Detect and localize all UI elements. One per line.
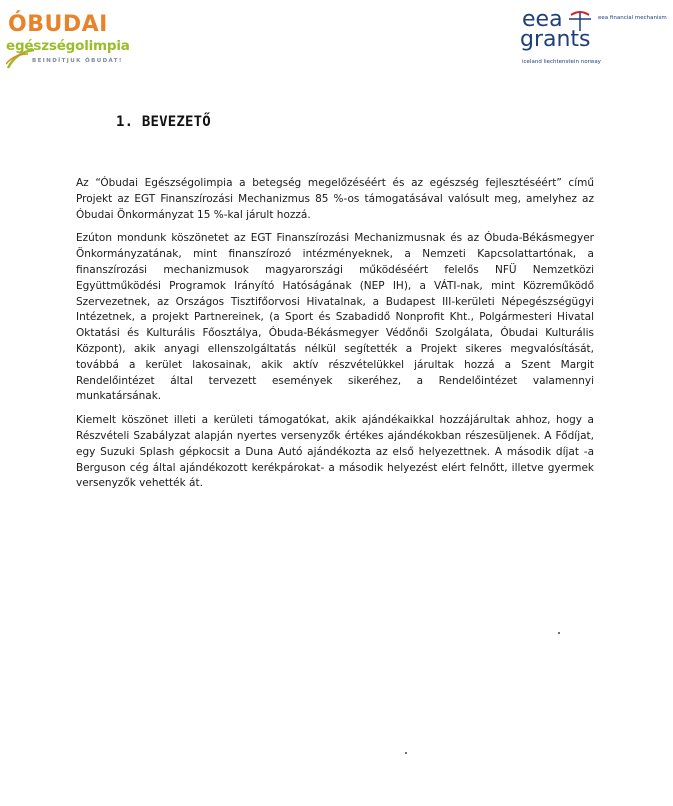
logo-slogan: BEINDÍTJUK ÓBUDÁT! [32,58,123,64]
logo-brand: ÓBUDAI [8,12,108,37]
scan-speck [558,632,560,634]
logo-mechanism: eea financial mechanism [598,15,667,21]
section-heading: 1. BEVEZETŐ [116,114,211,130]
logo-tagline: egészségolimpia [6,38,130,54]
eea-grants-logo [518,8,668,70]
logo-grants: grants [520,27,591,52]
paragraph-thanks: Ezúton mondunk köszönetet az EGT Finanszírozási Mechanizmusnak és az Óbuda-Békásmegyer Önkormányzatának, mint finanszírozó intézményeknek, a Nemzeti Kapcsolattartónak, a finanszírozási mechanizmusok magyarországi működéséért felelős NFÜ Nemzetközi Együttműködési Programok Irányító Hatóságának (NEP IH), a VÁTI-nak, mint Közreműködő Szervezetnek, az Országos Tisztifőorvosi Hivatalnak, a Budapest III-kerületi Népegészségügyi Intézetnek, a projekt Partnereinek, (a Sport és Szabadidő Nonprofit Kht., Polgármesteri Hivatal Oktatási és Kulturális Főosztálya, Óbuda-Békásmegyer Védőnői Szolgálata, Óbudai Kulturális Központ), akik anyagi ellenszolgáltatás nélkül segítették a Projekt sikeres megvalósítását, továbbá a kerület lakosainak, akik aktív részvételükkel járultak hozzá a Szent Margit Rendelőintézet által tervezett események sikeréhez, a Rendelőintézet valamennyi munkatársának. [76,232,594,403]
paragraph-intro: Az “Óbudai Egészségolimpia a betegség megelőzéséért és az egészség fejlesztéséért” című Projekt az EGT Finanszírozási Mechanizmus 85 %-os támogatásával valósult meg, amelyhez az Óbudai Önkormányzat 15 %-kal járult hozzá. [76,177,594,221]
body-text [76,176,594,500]
scan-speck [405,752,407,754]
paragraph-sponsors: Kiemelt köszönet illeti a kerületi támogatókat, akik ajándékaikkal hozzájárultak ahhoz, hogy a Részvételi Szabályzat alapján nyertes versenyzők értékes ajándékokban részesüljenek. A Fődíjat, egy Suzuki Splash gépkocsit a Duna Autó ajándékozta az első helyezettnek. A második díjat -a Berguson cég által ajándékozott kerékpárokat- a második helyezést elért felnőtt, illetve gyermek versenyzők vehették át. [76,414,594,490]
logo-countries: iceland liechtenstein norway [522,59,601,65]
obudai-egeszsegolimpia-logo [6,12,136,74]
logo-eea: eea [522,7,563,32]
